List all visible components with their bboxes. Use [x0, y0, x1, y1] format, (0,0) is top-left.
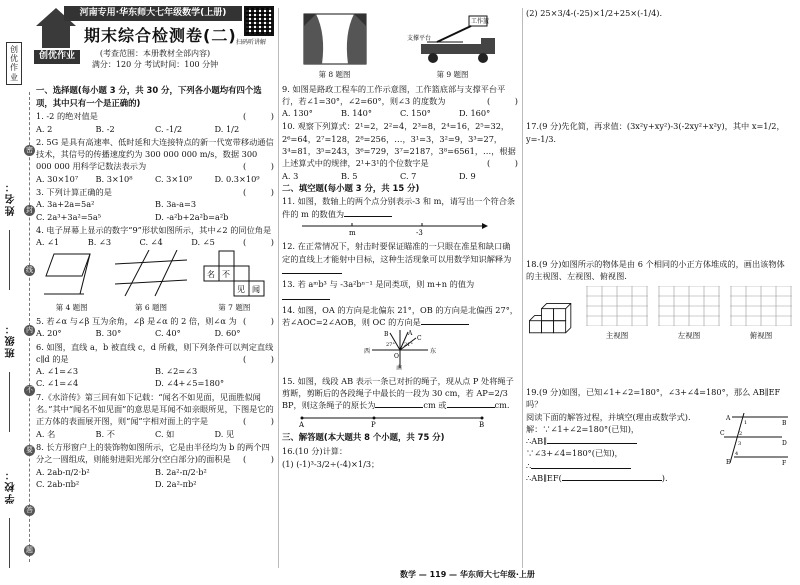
options-10: A. 3 B. 5 C. 7 D. 9 [282, 170, 476, 181]
section-title: 二、填空题(每小题 3 分，共 15 分) [282, 182, 420, 193]
front-view-grid[interactable]: 主视图 [605, 330, 629, 340]
question-14: 14. 如图，OA 的方向是北偏东 21°，OB 的方向是北偏西 27°，若∠AOC=2∠AOB，则 OC 的方向是 [282, 304, 518, 328]
figure-7: 名 不 见 闻 第 7 题图 [202, 250, 266, 313]
proof-step: ∴AB∥ [526, 435, 792, 447]
compass-diagram [282, 328, 518, 370]
answer-area[interactable] [526, 145, 792, 257]
seal-mark: 内 [26, 326, 33, 334]
angle-mark: 2 [739, 430, 743, 437]
question-18: 18.(9 分)如图所示的物体是由 6 个相同的小正方体堆成的，画出该物体的主视图、左视图、俯视图. [526, 258, 785, 282]
truck-diagram [407, 12, 499, 66]
logo-text: 创优作业 [34, 50, 80, 64]
proof-label: C [720, 429, 725, 437]
proof-step: ∴ [526, 460, 792, 472]
point-label: C [417, 335, 422, 343]
column-2 [282, 6, 518, 470]
series-banner: 河南专用·华东师大七年级数学(上册) [64, 6, 242, 21]
answer-area[interactable] [526, 343, 792, 385]
answer-blank[interactable] [531, 461, 631, 469]
answer-blank[interactable] [375, 400, 423, 408]
column-3 [526, 6, 792, 484]
binding-margin [0, 0, 30, 585]
proof-step: ∴AB∥EF( ). [526, 473, 668, 484]
top-view-grid[interactable]: 俯视图 [749, 330, 773, 340]
options-9: A. 130° B. 140° C. 150° D. 160° [282, 108, 491, 119]
answer-blank[interactable] [447, 400, 495, 408]
nine-shape-diagram [44, 250, 100, 298]
question-19: 19.(9 分)如图，已知∠1+∠2=180°，∠3+∠4=180°，那么 AB∥EF 吗？ [526, 386, 781, 410]
school-line [9, 518, 10, 568]
angle-label: 27° [386, 342, 395, 349]
proof-label: D [782, 439, 787, 447]
answer-blank[interactable] [282, 266, 342, 274]
cube-face-text: 不 [222, 270, 231, 280]
left-view-grid[interactable]: 左视图 [677, 330, 701, 340]
school-label: 学校： [6, 468, 17, 504]
segment-label: B [479, 420, 485, 428]
segment-label: P [371, 420, 376, 428]
proof-step: 解：∵∠1+∠2=180°(已知)， [526, 423, 640, 434]
question-1: 1. -2 的绝对值是 ( ) [36, 111, 274, 122]
cube-face-text: 名 [207, 270, 216, 280]
basket-label: 工作篮 [470, 18, 489, 25]
question-19-intro: 阅读下面的解答过程，并填空(理由或数学式). [526, 411, 691, 422]
seal-mark: 密 [26, 146, 33, 154]
proof-label: B [782, 419, 787, 427]
column-divider [278, 8, 279, 568]
score-time: 满分：120 分 考试时间：100 分钟 [91, 60, 219, 69]
question-15: 15. 如图，线段 AB 表示一条已对折的绳子，现从点 P 处将绳子剪断，剪断后的各段绳子中最长的一段为 30 cm，若 AP=2/3 BP，则这条绳子的原长为 cm 或 cm. [282, 375, 514, 411]
figure-row-1 [36, 250, 274, 313]
figure-6: 第 6 题图 [115, 250, 187, 313]
question-12: 12. 在正常情况下，射击时要保证瞄准的一只眼在准星和缺口确定的直线上才能射中目标，这种生活现象可以用数学知识解释为 [282, 240, 518, 277]
figure-8: 第 8 题图 [302, 12, 368, 81]
angle-mark: 1 [744, 419, 748, 426]
question-17: 17.(9 分)先化简，再求值：(3x²y+xy²)-3(-2xy²+x²y)，其中 x=1/2，y=-1/3. [526, 121, 785, 144]
angle-label: 21° [404, 342, 413, 349]
question-8: 8. 长方形窗户上的装饰物如图所示，它是由半径均为 b 的两个四分之一圆组成，则能射进阳光部分(空白部分)的面积是 ( ) [36, 441, 274, 465]
cube-stack-diagram [526, 297, 576, 341]
answer-area[interactable] [526, 19, 792, 119]
cube-net-diagram [202, 250, 266, 298]
question-16-part-2: (2) 25×3/4-(-25)×1/2+25×(-1/4). [526, 8, 663, 18]
seal-mark: 题 [26, 546, 33, 554]
parallel-lines-diagram [115, 250, 187, 298]
section-title: 三、解答题(本大题共 8 个小题，共 75 分) [282, 431, 445, 442]
answer-blank[interactable] [282, 292, 330, 300]
qr-caption: 扫码听讲解 [236, 39, 267, 46]
question-13: 13. 若 aᵐb³ 与 -3a²bⁿ⁻¹ 是同类项，则 m+n 的值为 [282, 278, 518, 303]
seal-mark: 不 [26, 386, 33, 394]
segment-label: A [299, 420, 305, 428]
numline-label: -3 [416, 229, 423, 237]
options-7: A. 名 B. 不 C. 如 D. 见 [36, 428, 235, 439]
name-line [9, 230, 10, 290]
column-divider [522, 8, 523, 568]
question-4: 4. 电子屏幕上显示的数字“9”形状如图所示，其中∠2 的同位角是 ( ) [36, 224, 274, 248]
platform-label: 支撑平台 [406, 35, 431, 42]
name-label: 姓名： [6, 180, 17, 216]
figure-row-2 [282, 12, 518, 81]
views-row [526, 286, 792, 341]
proof-step: ∵∠3+∠4=180°(已知)， [526, 448, 623, 459]
qr-code-icon[interactable] [244, 6, 274, 36]
question-16: 16.(10 分)计算： [282, 445, 348, 456]
point-label: A [408, 330, 413, 338]
seal-mark: 封 [26, 206, 33, 214]
exam-header [36, 6, 274, 84]
figure-9: 工作篮 支撑平台 第 9 题图 [407, 12, 499, 81]
question-16-part-1: (1) (-1)³-3/2÷(-4)×1/3； [282, 458, 380, 469]
compass-west: 西 [364, 348, 371, 356]
seal-mark: 要 [26, 446, 33, 454]
segment-diagram [282, 412, 518, 428]
proof-label: E [726, 458, 731, 465]
section-title: 一、选择题(每小题 3 分，共 30 分，下列各小题均有四个选项，其中只有一个是正确的) [36, 85, 262, 108]
options-6: A. ∠1=∠3 B. ∠2=∠3 C. ∠1=∠4 D. ∠4+∠5=180° [36, 366, 225, 389]
class-label: 班级： [6, 322, 17, 358]
answer-blank[interactable] [562, 473, 662, 481]
compass-north [396, 328, 402, 329]
exam-scope: (考查范围：本册教材全部内容) [99, 49, 211, 58]
options-5: A. 20° B. 30° C. 40° D. 60° [36, 328, 241, 339]
figure-4: 第 4 题图 [44, 250, 100, 313]
question-3: 3. 下列计算正确的是 ( ) [36, 187, 274, 197]
options-2: A. 30×10⁷ B. 3×10⁸ C. 3×10⁹ D. 0.3×10⁹ [36, 173, 260, 184]
point-label: B [384, 331, 389, 339]
question-19-body [526, 411, 792, 485]
column-1 [36, 6, 274, 490]
compass-south: 南 [396, 365, 403, 371]
question-7: 7.《水浒传》第三回有如下记载：“闻名不如见面，见面胜似闻名。”其中“闻名不如见面”的意思是耳闻不如亲眼所见，下图是它的正方体的表面展开图，则“闻”字相对面上的字是 ( ) [36, 391, 274, 427]
cube-face-text: 见 [237, 285, 246, 295]
page-title: 期末综合检测卷(二) [84, 26, 237, 45]
answer-blank[interactable] [421, 317, 469, 325]
point-label: O [394, 353, 399, 361]
question-2: 2. 5G 是具有高速率、低时延和大连接特点的新一代宽带移动通信技术，其信号的传播速度约为 300 000 000 m/s，数据 300 000 000 用科学记数法表示为 ( ) [36, 136, 274, 172]
seal-mark: 答 [26, 506, 33, 514]
question-9: 9. 如图是路政工程车的工作示意图，工作篮底部与支撑平台平行，若∠1=30°，∠2=60°，则∠3 的度数为 ( ) [282, 83, 518, 106]
options-4: A. ∠1 B. ∠3 C. ∠4 D. ∠5 [36, 237, 215, 248]
question-11: 11. 如图，数轴上的两个点分别表示-3 和 m，请写出一个符合条件的 m 的数值为 [282, 196, 516, 219]
proof-label: A [726, 414, 731, 422]
number-line [282, 220, 518, 236]
proof-label: F [782, 459, 787, 465]
options-8: A. 2ab-π/2·b² B. 2a²-π/2·b² C. 2ab-πb² D. 2a²-πb² [36, 466, 207, 489]
options-1: A. 2 B. -2 C. -1/2 D. 1/2 [36, 123, 240, 134]
angle-mark: 4 [735, 450, 739, 457]
parallel-proof-diagram [720, 411, 790, 465]
options-3: A. 3a+2a=5a² B. 3a-a=3 C. 2a³+3a²=5a⁵ D. -a²b+2a²b=a²b [36, 199, 229, 222]
question-6: 6. 如图，直线 a，b 被直线 c，d 所截，则下列条件可以判定直线 c∥d 的是 ( ) [36, 341, 274, 364]
window-diagram [302, 12, 368, 66]
class-line [9, 372, 10, 432]
seal-mark: 线 [26, 266, 33, 274]
question-5: 5. 若∠α 与∠β 互为余角，∠β 是∠α 的 2 倍，则∠α 为 ( ) [36, 315, 274, 326]
numline-label: m [349, 229, 356, 237]
brand-badge: 创优作业 [6, 42, 22, 85]
compass-east: 东 [430, 348, 437, 356]
cube-face-text: 闻 [252, 285, 261, 295]
angle-mark: 3 [738, 440, 742, 447]
answer-blank[interactable] [344, 209, 392, 217]
question-10: 10. 观察下列算式：2¹=2，2²=4，2³=8，2⁴=16，2⁵=32，2⁶=64，2⁷=128，2⁸=256，…，3¹=3，3²=9，3³=27，3⁴=81，3⁵=243，3⁶=729，3⁷=2187，3⁸=6561，…，根据上述算式中的规律，2¹+3¹的个位数字是 ( ) [282, 121, 518, 169]
page-footer: 数学 — 119 — 华东师大七年级·上册 [400, 570, 535, 579]
answer-blank[interactable] [547, 436, 637, 444]
